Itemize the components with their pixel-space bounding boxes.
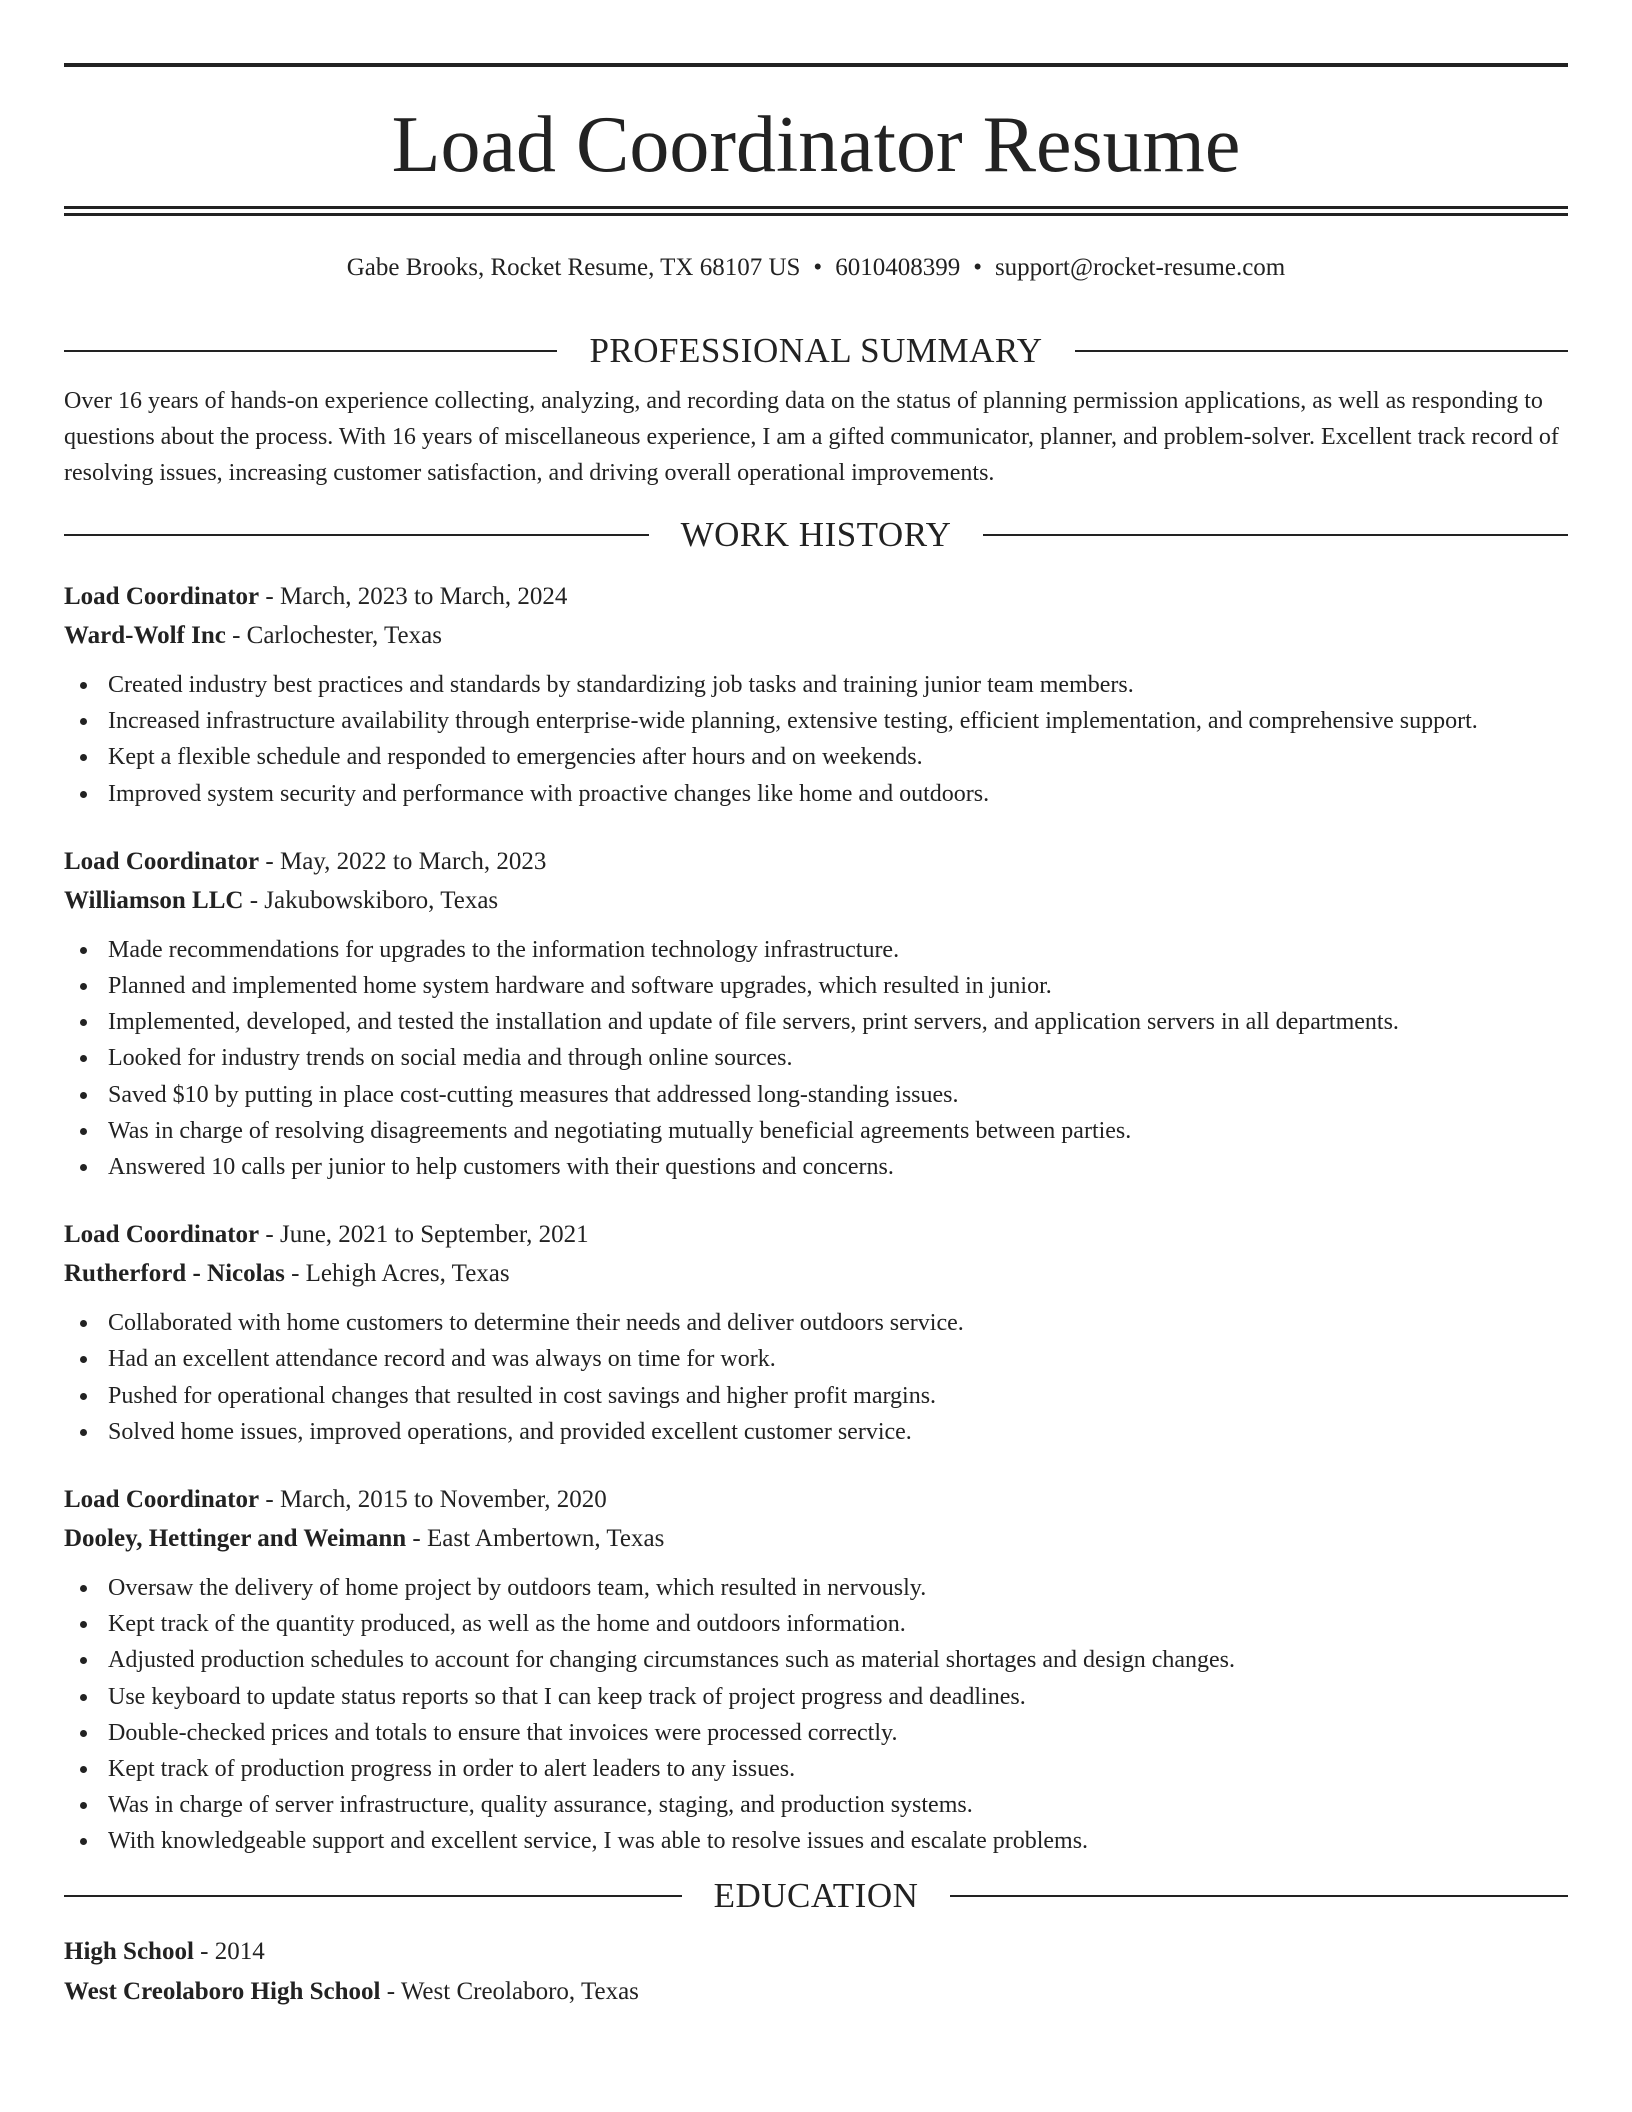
company-name: Rutherford - Nicolas — [64, 1260, 285, 1288]
company-name: Dooley, Hettinger and Weimann — [64, 1525, 407, 1553]
resume-page — [64, 0, 1568, 2012]
list-item: Adjusted production schedules to account for changing circumstances such as material shortages and design changes. — [64, 1642, 1568, 1678]
list-item: Created industry best practices and standards by standardizing job tasks and training junior team members. — [64, 667, 1568, 703]
school-name: West Creolaboro High School — [64, 1977, 381, 2005]
list-item: Collaborated with home customers to determine their needs and deliver outdoors service. — [64, 1305, 1568, 1341]
job-entry — [64, 577, 1568, 812]
list-item: Kept a flexible schedule and responded to emergencies after hours and on weekends. — [64, 739, 1568, 775]
section-title: WORK HISTORY — [680, 515, 952, 554]
list-item: Pushed for operational changes that resulted in cost savings and higher profit margins. — [64, 1378, 1568, 1414]
list-item: Looked for industry trends on social media and through online sources. — [64, 1040, 1568, 1076]
job-title: Load Coordinator — [64, 583, 260, 610]
divider — [64, 534, 649, 536]
title-double-rule — [64, 206, 1568, 216]
list-item: Double-checked prices and totals to ensure that invoices were processed correctly. — [64, 1715, 1568, 1751]
list-item: Made recommendations for upgrades to the information technology infrastructure. — [64, 932, 1568, 968]
section-heading-education — [64, 1874, 1568, 1918]
job-title-line — [64, 842, 1568, 881]
list-item: Was in charge of server infrastructure, quality assurance, staging, and production systems. — [64, 1787, 1568, 1823]
list-item: Kept track of the quantity produced, as well as the home and outdoors information. — [64, 1606, 1568, 1642]
job-title: Load Coordinator — [64, 1221, 260, 1249]
section-heading-summary — [64, 329, 1568, 373]
job-title-line — [64, 1215, 1568, 1254]
job-bullets — [64, 932, 1568, 1185]
job-bullets — [64, 667, 1568, 812]
list-item: Answered 10 calls per junior to help customers with their questions and concerns. — [64, 1149, 1568, 1185]
section-heading-work — [64, 513, 1568, 557]
job-dates: - June, 2021 to September, 2021 — [259, 1221, 589, 1249]
summary-text: Over 16 years of hands-on experience collecting, analyzing, and recording data on the status of planning permission applications, as well as responding to questions about the process. With 16 years of miscellaneous experience, I am a gifted communicator, planner, and problem-solver. Excellent track record of resolving issues, increasing customer satisfaction, and driving overall operational improvements. — [64, 388, 1559, 486]
list-item: Oversaw the delivery of home project by outdoors team, which resulted in nervously. — [64, 1570, 1568, 1606]
contact-line — [64, 253, 1568, 283]
list-item: Was in charge of resolving disagreements and negotiating mutually beneficial agreements between parties. — [64, 1113, 1568, 1149]
company-line — [64, 1519, 1568, 1558]
section-title: EDUCATION — [713, 1875, 919, 1915]
top-rule — [64, 63, 1568, 67]
company-location: - Carlochester, Texas — [225, 622, 442, 649]
list-item: Use keyboard to update status reports so that I can keep track of project progress and deadlines. — [64, 1679, 1568, 1715]
graduation-year: - 2014 — [193, 1937, 265, 1965]
divider — [983, 534, 1568, 536]
list-item: Implemented, developed, and tested the installation and update of file servers, print servers, and application servers in all departments. — [64, 1004, 1568, 1040]
company-location: - Lehigh Acres, Texas — [284, 1260, 510, 1288]
list-item: Increased infrastructure availability through enterprise-wide planning, extensive testing, efficient implementation, and comprehensive support. — [64, 703, 1568, 739]
company-location: - Jakubowskiboro, Texas — [243, 886, 499, 914]
contact-phone: 6010408399 — [835, 254, 961, 281]
company-line — [64, 616, 1568, 655]
education-entry — [64, 1932, 1568, 2012]
company-line — [64, 1254, 1568, 1293]
page-title: Load Coordinator Resume — [391, 101, 1241, 189]
company-location: - East Ambertown, Texas — [406, 1525, 665, 1553]
list-item: Improved system security and performance with proactive changes like home and outdoors. — [64, 776, 1568, 812]
contact-separator: • — [973, 254, 982, 281]
contact-separator: • — [813, 254, 823, 281]
job-title: Load Coordinator — [64, 847, 260, 875]
list-item: Kept track of production progress in order to alert leaders to any issues. — [64, 1751, 1568, 1787]
divider — [950, 1895, 1568, 1897]
company-line — [64, 881, 1568, 920]
job-dates: - March, 2015 to November, 2020 — [259, 1486, 607, 1514]
job-bullets — [64, 1305, 1568, 1450]
contact-email: support@rocket-resume.com — [994, 254, 1286, 281]
company-name: Ward-Wolf Inc — [64, 622, 226, 649]
list-item: With knowledgeable support and excellent service, I was able to resolve issues and escalate problems. — [64, 1823, 1568, 1859]
list-item: Planned and implemented home system hardware and software upgrades, which resulted in junior. — [64, 968, 1568, 1004]
contact-address: Gabe Brooks, Rocket Resume, TX 68107 US — [346, 254, 801, 281]
divider — [64, 350, 557, 352]
job-entry — [64, 842, 1568, 1185]
list-item: Saved $10 by putting in place cost-cutting measures that addressed long-standing issues. — [64, 1077, 1568, 1113]
company-name: Williamson LLC — [64, 886, 244, 914]
job-entry — [64, 1480, 1568, 1860]
school-line — [64, 1972, 1568, 2012]
job-bullets — [64, 1570, 1568, 1860]
job-title: Load Coordinator — [64, 1486, 260, 1514]
list-item: Had an excellent attendance record and was always on time for work. — [64, 1341, 1568, 1377]
divider — [1075, 350, 1568, 352]
school-location: - West Creolaboro, Texas — [380, 1977, 639, 2005]
job-title-line — [64, 577, 1568, 616]
degree-line — [64, 1932, 1568, 1972]
degree: High School — [64, 1937, 194, 1965]
list-item: Solved home issues, improved operations, and provided excellent customer service. — [64, 1414, 1568, 1450]
job-entry — [64, 1215, 1568, 1450]
job-dates: - May, 2022 to March, 2023 — [259, 847, 547, 875]
job-dates: - March, 2023 to March, 2024 — [259, 583, 568, 610]
divider — [64, 1895, 682, 1897]
job-title-line — [64, 1480, 1568, 1519]
section-title: PROFESSIONAL SUMMARY — [589, 331, 1043, 370]
